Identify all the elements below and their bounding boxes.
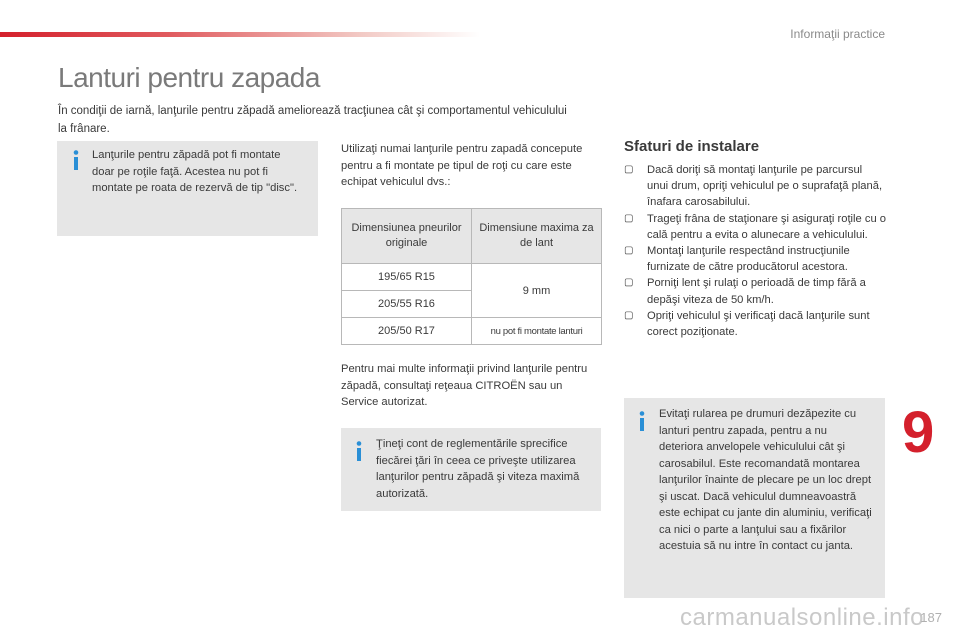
list-item [624,211,886,243]
table-cell-max: nu pot fi montate lanturi [472,318,602,345]
table-header-tire-size: Dimensiunea pneurilor originale [342,209,472,264]
more-info-paragraph: Pentru mai multe informaţii privind lanţurile pentru zăpadă, consultaţi reţeaua CITROËN sau un Service autorizat. [341,363,588,408]
info-note-text: Ţineţi cont de reglementările sprecifice fiecărei ţări în ceea ce priveşte utilizarea lanţurilor pentru zăpadă şi viteza maximă autorizată. [376,438,580,500]
chain-size-table [341,208,602,345]
tips-list [624,162,886,340]
info-icon [638,411,646,431]
list-item [624,275,886,307]
intro-paragraph: În condiţii de iarnă, lanţurile pentru zăpadă ameliorează tracţiunea cât şi comportamentul vehiculului la frânare. [58,105,567,135]
info-icon [72,150,80,170]
page-number: 187 [920,610,942,625]
tip-text: Trageţi frâna de staţionare şi asiguraţi roţile cu o cală pentru a evita o alunecare a vehiculului. [647,212,886,241]
usage-paragraph: Utilizaţi numai lanţurile pentru zapadă concepute pentru a fi montate pe tipul de roţi cu care este echipat vehiculul dvs.: [341,143,583,188]
table-cell-tire: 205/50 R17 [342,318,472,345]
watermark: carmanualsonline.info [680,604,924,631]
tip-text: Porniţi lent şi rulaţi o perioadă de timp fără a depăşi viteza de 50 km/h. [647,277,866,306]
checkbox-bullet-icon: ▢ [624,309,634,321]
chapter-number: 9 [902,400,935,465]
checkbox-bullet-icon: ▢ [624,212,634,224]
info-icon [355,441,363,461]
info-note-text: Evitaţi rularea pe drumuri dezăpezite cu lanturi pentru zapada, pentru a nu deteriora anvelopele vehiculului cât şi carosabilul. Este recomandată montarea lanţurilor înainte de plecare pe un loc drept şi uscat. Dacă vehiculul dumneavoastră este echipat cu jante din aluminiu, verificaţi ca nici o parte a lanţului sau a fixărilor acestuia să nu intre în contact cu janta. [659,408,872,552]
table-cell-max-merged: 9 mm [472,264,602,318]
table-row [342,318,602,345]
page-title: Lanturi pentru zapada [58,62,320,93]
list-item [624,243,886,275]
table-header-row [342,209,602,264]
tip-text: Opriţi vehiculul şi verificaţi dacă lanţurile sunt corect poziţionate. [647,309,870,339]
checkbox-bullet-icon: ▢ [624,164,634,175]
table-cell-tire: 205/55 R16 [342,291,472,318]
info-note-text: Lanţurile pentru zăpadă pot fi montate doar pe roţile faţă. Acestea nu pot fi montate pe roata de rezervă de tip "disc". [92,149,298,194]
info-note-avoid-cleared-roads [624,398,885,598]
table-row [342,264,602,291]
tip-text: Montaţi lanţurile respectând instrucţiunile furnizate de către producătorul acestora. [647,245,850,274]
checkbox-bullet-icon: ▢ [624,277,634,289]
list-item [624,162,886,211]
info-note-regulations [341,428,601,511]
section-header: Informaţii practice [790,27,885,41]
header-accent-bar [0,32,480,37]
checkbox-bullet-icon: ▢ [624,245,634,257]
tip-text: Dacă doriţi să montaţi lanţurile pe parcursul unui drum, opriţi vehiculul pe o suprafaţă plană, înafara carosabilului. [647,164,883,209]
tips-title: Sfaturi de instalare [624,138,760,155]
info-note-front-wheels [57,141,318,236]
table-header-max-link: Dimensiune maxima za de lant [472,209,602,264]
list-item [624,308,886,340]
table-cell-tire: 195/65 R15 [342,264,472,291]
